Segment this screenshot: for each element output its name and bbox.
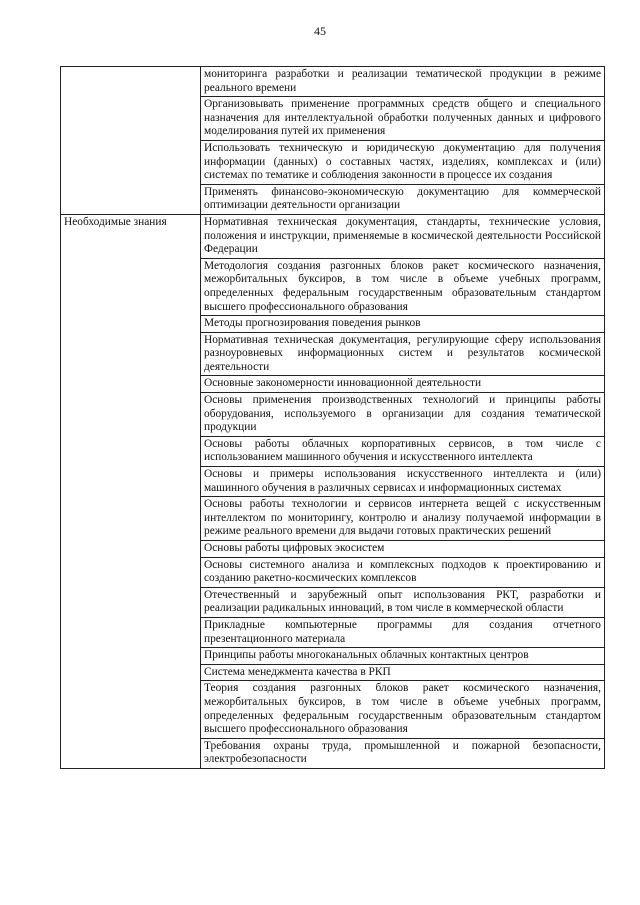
skill-item: мониторинга разработки и реализации тематической продукции в режиме реального времени	[201, 67, 605, 97]
knowledge-item: Методология создания разгонных блоков ракет космического назначения, межорбитальных буксиров, в том числе в объеме учебных программ, определенных федеральным государственным образовательным стандартом высшего профессионального образования	[201, 258, 605, 315]
skill-item: Организовывать применение программных средств общего и специального назначения для интеллектуальной обработки полученных данных и цифрового моделирования путей их применения	[201, 97, 605, 141]
knowledge-item: Прикладные компьютерные программы для создания отчетного презентационного материала	[201, 617, 605, 647]
label-cell-empty	[61, 67, 201, 215]
knowledge-item: Теория создания разгонных блоков ракет космического назначения, межорбитальных буксиров, в том числе в объеме учебных программ, определенных федеральным государственным образовательным стандартом высшего профессионального образования	[201, 681, 605, 738]
knowledge-item: Основы применения производственных технологий и принципы работы оборудования, используемого в организации для создания тематической продукции	[201, 393, 605, 437]
knowledge-item: Основы работы цифровых экосистем	[201, 541, 605, 558]
knowledge-item: Основные закономерности инновационной деятельности	[201, 376, 605, 393]
knowledge-item: Требования охраны труда, промышленной и пожарной безопасности, электробезопасности	[201, 738, 605, 768]
page-number: 45	[314, 24, 326, 38]
skill-item: Применять финансово-экономическую документацию для коммерческой оптимизации деятельности организации	[201, 184, 605, 214]
table-row	[61, 67, 605, 97]
knowledge-item: Отечественный и зарубежный опыт использования РКТ, разработки и реализации радикальных инноваций, в том числе в коммерческой области	[201, 587, 605, 617]
skill-item: Использовать техническую и юридическую документацию для получения информации (данных) о составных частях, изделиях, комплексах и (или) системах по тематике и соблюдения законности в процессе их создания	[201, 140, 605, 184]
knowledge-item: Система менеджмента качества в РКП	[201, 664, 605, 681]
knowledge-item: Нормативная техническая документация, стандарты, технические условия, положения и инструкции, применяемые в космической деятельности Российской Федерации	[201, 214, 605, 258]
knowledge-item: Основы работы облачных корпоративных сервисов, в том числе с использованием машинного обучения и искусственного интеллекта	[201, 436, 605, 466]
knowledge-item: Нормативная техническая документация, регулирующие сферу использования разноуровневых информационных систем и результатов космической деятельности	[201, 332, 605, 376]
knowledge-item: Методы прогнозирования поведения рынков	[201, 316, 605, 333]
knowledge-label: Необходимые знания	[61, 214, 201, 768]
requirements-table	[60, 66, 605, 769]
knowledge-item: Основы системного анализа и комплексных подходов к проектированию и созданию ракетно-космических комплексов	[201, 557, 605, 587]
table-row	[61, 214, 605, 258]
knowledge-item: Принципы работы многоканальных облачных контактных центров	[201, 648, 605, 665]
knowledge-item: Основы и примеры использования искусственного интеллекта и (или) машинного обучения в различных сервисах и информационных системах	[201, 467, 605, 497]
knowledge-item: Основы работы технологии и сервисов интернета вещей с искусственным интеллектом по мониторингу, контролю и анализу получаемой информации в режиме реального времени для выдачи готовых практических решений	[201, 497, 605, 541]
